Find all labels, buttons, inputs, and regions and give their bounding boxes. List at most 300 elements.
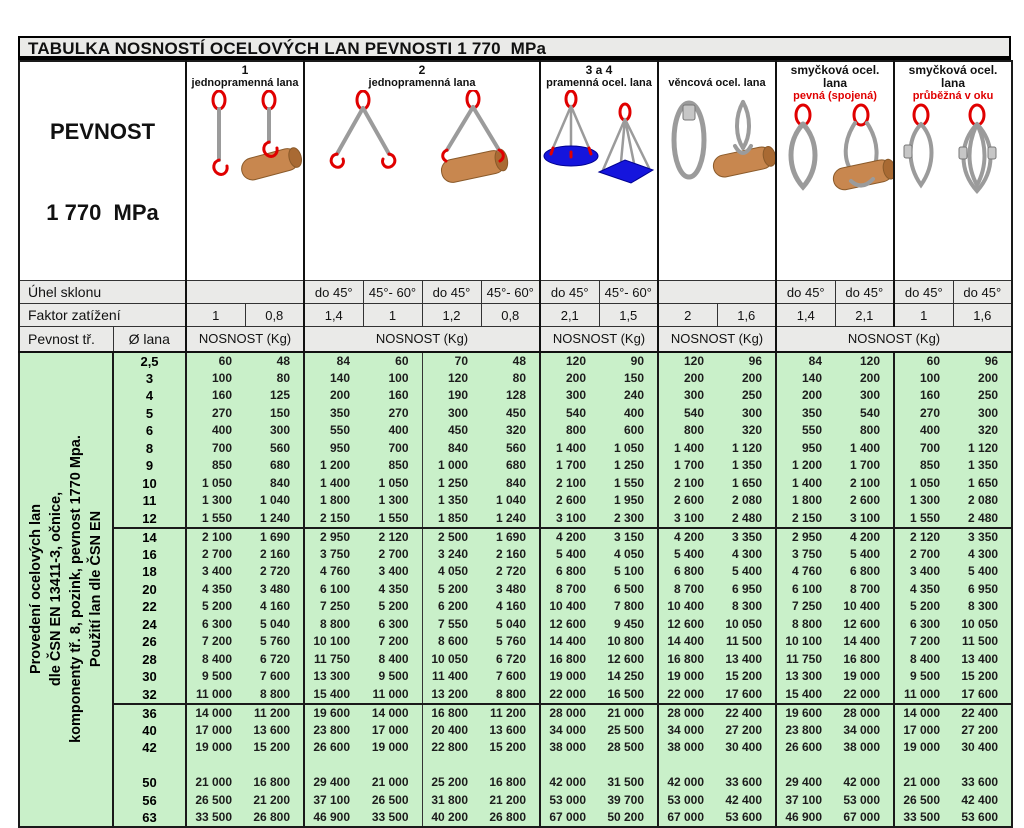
capacity-cell (304, 757, 363, 775)
group-label: jednopramenná lana (191, 77, 299, 89)
table-row (19, 722, 1012, 740)
capacity-cell: 1 550 (599, 475, 658, 493)
capacity-cell: 15 200 (245, 739, 304, 757)
capacity-cell: 11 500 (717, 633, 776, 651)
capacity-cell: 11 200 (245, 704, 304, 722)
capacity-cell: 34 000 (658, 722, 717, 740)
capacity-cell: 19 600 (304, 704, 363, 722)
capacity-cell: 300 (953, 405, 1012, 423)
capacity-cell: 17 000 (894, 722, 953, 740)
capacity-cell: 840 (245, 475, 304, 493)
capacity-cell: 2 600 (835, 492, 894, 510)
table-row (19, 475, 1012, 493)
capacity-cell: 84 (304, 352, 363, 370)
capacity-cell: 28 000 (835, 704, 894, 722)
capacity-cell: 96 (953, 352, 1012, 370)
capacity-cell: 1 120 (717, 440, 776, 458)
capacity-cell: 950 (776, 440, 835, 458)
capacity-cell: 7 200 (363, 633, 422, 651)
capacity-cell: 21 000 (599, 704, 658, 722)
factor-cell: 1 (894, 304, 953, 327)
capacity-cell: 16 800 (422, 704, 481, 722)
capacity-cell: 1 400 (540, 440, 599, 458)
capacity-cell: 30 400 (953, 739, 1012, 757)
table-row (19, 598, 1012, 616)
capacity-cell: 6 800 (835, 563, 894, 581)
strength-header-cell (19, 61, 186, 281)
capacity-cell: 1 200 (304, 457, 363, 475)
capacity-cell: 67 000 (658, 809, 717, 827)
capacity-cell (894, 757, 953, 775)
capacity-cell: 5 400 (953, 563, 1012, 581)
capacity-cell: 1 350 (953, 457, 1012, 475)
capacity-cell: 23 800 (304, 722, 363, 740)
capacity-cell: 2 100 (186, 528, 245, 546)
capacity-cell: 700 (894, 440, 953, 458)
capacity-cell: 19 000 (363, 739, 422, 757)
capacity-cell: 12 600 (599, 651, 658, 669)
group-label: jednopramenná lana (368, 77, 476, 89)
capacity-cell: 4 760 (304, 563, 363, 581)
capacity-cell: 1 350 (422, 492, 481, 510)
capacity-cell (481, 757, 540, 775)
capacity-cell: 5 200 (186, 598, 245, 616)
capacity-cell: 1 690 (245, 528, 304, 546)
diameter-cell: 9 (113, 457, 186, 475)
capacity-cell: 6 950 (717, 581, 776, 599)
table-row (19, 616, 1012, 634)
capacity-cell: 8 300 (717, 598, 776, 616)
angle-cell (658, 281, 776, 304)
capacity-cell: 11 200 (481, 704, 540, 722)
capacity-cell: 16 800 (835, 651, 894, 669)
capacity-cell: 2 120 (363, 528, 422, 546)
capacity-cell: 2 720 (245, 563, 304, 581)
capacity-cell: 10 050 (422, 651, 481, 669)
capacity-cell: 1 240 (245, 510, 304, 528)
capacity-cell: 60 (186, 352, 245, 370)
table-row (19, 633, 1012, 651)
diameter-cell: 11 (113, 492, 186, 510)
factor-cell: 2,1 (835, 304, 894, 327)
table-row (19, 422, 1012, 440)
capacity-cell: 120 (422, 370, 481, 388)
capacity-cell: 11 000 (363, 686, 422, 704)
capacity-cell: 14 400 (835, 633, 894, 651)
table-row (19, 528, 1012, 546)
table-row (19, 405, 1012, 423)
capacity-cell (776, 757, 835, 775)
capacity-cell: 3 480 (481, 581, 540, 599)
table-row (19, 792, 1012, 810)
capacity-cell: 1 400 (658, 440, 717, 458)
capacity-cell: 200 (717, 370, 776, 388)
capacity-cell: 270 (186, 405, 245, 423)
capacity-cell: 6 100 (304, 581, 363, 599)
factor-cell: 1,6 (717, 304, 776, 327)
capacity-cell: 2 300 (599, 510, 658, 528)
factor-cell: 1,5 (599, 304, 658, 327)
group-header-loop-fixed (776, 61, 894, 281)
diameter-cell: 26 (113, 633, 186, 651)
capacity-cell: 6 800 (658, 563, 717, 581)
capacity-cell: 50 200 (599, 809, 658, 827)
diameter-cell: 56 (113, 792, 186, 810)
capacity-cell: 680 (481, 457, 540, 475)
capacity-cell: 42 000 (835, 774, 894, 792)
capacity-cell: 300 (658, 387, 717, 405)
capacity-cell: 3 150 (599, 528, 658, 546)
capacity-cell: 11 000 (894, 686, 953, 704)
capacity-cell: 17 000 (363, 722, 422, 740)
capacity-cell: 34 000 (835, 722, 894, 740)
capacity-cell: 13 300 (304, 668, 363, 686)
diameter-cell (113, 757, 186, 775)
capacity-cell: 3 350 (717, 528, 776, 546)
capacity-cell: 33 500 (186, 809, 245, 827)
diameter-cell: 63 (113, 809, 186, 827)
capacity-cell: 21 200 (245, 792, 304, 810)
capacity-cell: 300 (835, 387, 894, 405)
capacity-cell: 850 (363, 457, 422, 475)
capacity-cell: 13 600 (245, 722, 304, 740)
angle-cell: do 45° (776, 281, 835, 304)
capacity-cell: 42 400 (953, 792, 1012, 810)
capacity-cell: 2 700 (363, 546, 422, 564)
capacity-cell: 2 100 (835, 475, 894, 493)
capacity-cell: 27 200 (717, 722, 776, 740)
capacity-cell: 26 500 (186, 792, 245, 810)
capacity-cell: 37 100 (776, 792, 835, 810)
capacity-cell: 600 (599, 422, 658, 440)
capacity-cell: 700 (186, 440, 245, 458)
capacity-cell: 7 550 (422, 616, 481, 634)
capacity-cell: 25 500 (599, 722, 658, 740)
capacity-cell: 200 (953, 370, 1012, 388)
capacity-cell: 16 800 (540, 651, 599, 669)
capacity-cell: 38 000 (835, 739, 894, 757)
capacity-cell: 4 350 (186, 581, 245, 599)
capacity-cell: 10 100 (776, 633, 835, 651)
capacity-cell: 1 050 (363, 475, 422, 493)
capacity-cell: 21 000 (186, 774, 245, 792)
capacity-cell: 13 600 (481, 722, 540, 740)
capacity-cell: 1 550 (363, 510, 422, 528)
capacity-cell: 42 400 (717, 792, 776, 810)
capacity-cell: 53 000 (835, 792, 894, 810)
capacity-cell: 200 (658, 370, 717, 388)
capacity-cell: 2 600 (658, 492, 717, 510)
capacity-cell: 48 (245, 352, 304, 370)
capacity-cell: 3 400 (186, 563, 245, 581)
capacity-cell: 96 (717, 352, 776, 370)
capacity-cell: 15 200 (717, 668, 776, 686)
capacity-cell: 8 700 (540, 581, 599, 599)
capacity-cell: 10 400 (658, 598, 717, 616)
capacity-cell: 5 400 (835, 546, 894, 564)
capacity-cell: 550 (776, 422, 835, 440)
capacity-cell: 320 (953, 422, 1012, 440)
capacity-cell: 1 040 (481, 492, 540, 510)
capacity-cell: 19 000 (658, 668, 717, 686)
capacity-cell: 5 200 (422, 581, 481, 599)
capacity-cell: 22 000 (540, 686, 599, 704)
capacity-cell: 19 600 (776, 704, 835, 722)
capacity-cell: 6 300 (894, 616, 953, 634)
capacity-cell: 17 000 (186, 722, 245, 740)
capacity-cell: 25 200 (422, 774, 481, 792)
diameter-cell: 10 (113, 475, 186, 493)
capacity-cell (835, 757, 894, 775)
diameter-cell: 42 (113, 739, 186, 757)
factor-cell: 2,1 (540, 304, 599, 327)
capacity-cell: 350 (304, 405, 363, 423)
capacity-cell: 15 200 (481, 739, 540, 757)
capacity-cell: 31 500 (599, 774, 658, 792)
factor-row (19, 304, 1012, 327)
capacity-cell: 14 000 (363, 704, 422, 722)
capacity-cell: 7 200 (186, 633, 245, 651)
capacity-cell: 1 550 (894, 510, 953, 528)
capacity-cell: 5 400 (540, 546, 599, 564)
diameter-cell: 6 (113, 422, 186, 440)
capacity-cell: 8 700 (658, 581, 717, 599)
capacity-cell: 26 800 (481, 809, 540, 827)
strength-value: 1 770 MPa (46, 200, 159, 225)
capacity-header-cell: NOSNOST (Kg) (658, 327, 776, 352)
capacity-cell: 48 (481, 352, 540, 370)
capacity-cell: 6 200 (422, 598, 481, 616)
capacity-cell (363, 757, 422, 775)
group-label: pramenná ocel. lana (546, 77, 652, 89)
capacity-cell: 26 800 (245, 809, 304, 827)
capacity-cell: 2 120 (894, 528, 953, 546)
table-row (19, 510, 1012, 528)
capacity-cell: 22 800 (422, 739, 481, 757)
factor-cell: 1 (363, 304, 422, 327)
capacity-cell: 70 (422, 352, 481, 370)
angle-cell (186, 281, 304, 304)
capacity-cell: 12 600 (540, 616, 599, 634)
capacity-cell: 11 400 (422, 668, 481, 686)
capacity-cell: 800 (540, 422, 599, 440)
capacity-cell: 1 300 (186, 492, 245, 510)
capacity-cell: 4 760 (776, 563, 835, 581)
capacity-cell: 4 350 (363, 581, 422, 599)
capacity-cell: 42 000 (658, 774, 717, 792)
capacity-cell: 100 (894, 370, 953, 388)
factor-cell: 1,2 (422, 304, 481, 327)
capacity-cell: 160 (186, 387, 245, 405)
capacity-cell: 1 950 (599, 492, 658, 510)
capacity-cell: 22 400 (717, 704, 776, 722)
capacity-cell: 5 760 (245, 633, 304, 651)
capacity-cell: 400 (363, 422, 422, 440)
capacity-cell: 840 (422, 440, 481, 458)
diameter-cell: 32 (113, 686, 186, 704)
capacity-cell: 1 040 (245, 492, 304, 510)
capacity-cell: 10 400 (540, 598, 599, 616)
table-row (19, 581, 1012, 599)
capacity-cell: 90 (599, 352, 658, 370)
capacity-cell: 3 350 (953, 528, 1012, 546)
capacity-cell: 8 800 (245, 686, 304, 704)
group-number: 2 (418, 63, 426, 77)
angle-cell: 45°- 60° (363, 281, 422, 304)
capacity-cell: 7 600 (481, 668, 540, 686)
capacity-cell: 560 (481, 440, 540, 458)
capacity-cell: 2 950 (304, 528, 363, 546)
diameter-cell: 40 (113, 722, 186, 740)
capacity-cell: 2 600 (540, 492, 599, 510)
table-row (19, 668, 1012, 686)
capacity-cell: 10 050 (717, 616, 776, 634)
capacity-cell: 250 (953, 387, 1012, 405)
group-sublabel: pevná (spojená) (793, 90, 877, 102)
capacity-cell: 21 200 (481, 792, 540, 810)
two-leg-sling-illustration (305, 90, 539, 184)
capacity-cell: 4 300 (717, 546, 776, 564)
capacity-cell: 1 050 (186, 475, 245, 493)
capacity-cell: 200 (540, 370, 599, 388)
capacity-cell: 6 100 (776, 581, 835, 599)
capacity-cell: 150 (599, 370, 658, 388)
capacity-cell: 3 240 (422, 546, 481, 564)
capacity-cell: 5 400 (717, 563, 776, 581)
capacity-cell: 6 300 (363, 616, 422, 634)
capacity-cell: 1 650 (953, 475, 1012, 493)
capacity-cell: 1 250 (599, 457, 658, 475)
capacity-cell: 16 800 (245, 774, 304, 792)
capacity-table-sheet (18, 36, 1011, 828)
capacity-cell: 8 800 (304, 616, 363, 634)
capacity-cell: 250 (717, 387, 776, 405)
capacity-cell: 10 050 (953, 616, 1012, 634)
capacity-cell: 13 300 (776, 668, 835, 686)
capacity-cell: 2 700 (186, 546, 245, 564)
capacity-cell: 19 000 (186, 739, 245, 757)
capacity-cell: 9 500 (186, 668, 245, 686)
capacity-cell: 84 (776, 352, 835, 370)
capacity-cell (717, 757, 776, 775)
capacity-cell: 450 (481, 405, 540, 423)
capacity-cell: 19 000 (894, 739, 953, 757)
capacity-cell: 700 (363, 440, 422, 458)
capacity-cell: 26 500 (363, 792, 422, 810)
angle-cell: 45°- 60° (599, 281, 658, 304)
capacity-cell: 120 (835, 352, 894, 370)
capacity-cell: 26 600 (304, 739, 363, 757)
angle-row-label: Úhel sklonu (19, 281, 186, 304)
factor-cell: 1,6 (953, 304, 1012, 327)
capacity-cell: 1 300 (363, 492, 422, 510)
factor-cell: 0,8 (481, 304, 540, 327)
table-row (19, 546, 1012, 564)
table-row (19, 563, 1012, 581)
capacity-cell: 13 400 (717, 651, 776, 669)
capacity-cell: 31 800 (422, 792, 481, 810)
capacity-cell: 26 500 (894, 792, 953, 810)
group-header-single-leg (186, 61, 304, 281)
capacity-cell: 2 150 (304, 510, 363, 528)
capacity-data-body (19, 352, 1012, 828)
capacity-cell: 5 760 (481, 633, 540, 651)
capacity-cell (245, 757, 304, 775)
diameter-cell: 3 (113, 370, 186, 388)
capacity-cell: 4 300 (953, 546, 1012, 564)
capacity-cell: 1 700 (540, 457, 599, 475)
capacity-cell: 14 000 (186, 704, 245, 722)
capacity-cell: 8 800 (776, 616, 835, 634)
capacity-cell: 200 (835, 370, 894, 388)
table-row (19, 387, 1012, 405)
capacity-cell: 37 100 (304, 792, 363, 810)
capacity-cell: 5 100 (599, 563, 658, 581)
capacity-cell (953, 757, 1012, 775)
capacity-cell: 17 600 (953, 686, 1012, 704)
capacity-cell: 128 (481, 387, 540, 405)
table-row (19, 739, 1012, 757)
capacity-cell: 800 (835, 422, 894, 440)
capacity-cell: 2 950 (776, 528, 835, 546)
capacity-cell: 3 750 (304, 546, 363, 564)
capacity-header-cell: NOSNOST (Kg) (776, 327, 1012, 352)
capacity-cell: 100 (186, 370, 245, 388)
capacity-cell: 6 800 (540, 563, 599, 581)
capacity-cell: 7 250 (304, 598, 363, 616)
capacity-cell: 8 400 (894, 651, 953, 669)
capacity-cell: 850 (186, 457, 245, 475)
capacity-cell: 160 (894, 387, 953, 405)
diameter-cell: 28 (113, 651, 186, 669)
capacity-cell: 550 (304, 422, 363, 440)
diameter-cell: 18 (113, 563, 186, 581)
table-row (19, 440, 1012, 458)
capacity-cell: 2 100 (658, 475, 717, 493)
capacity-cell: 2 080 (953, 492, 1012, 510)
capacity-cell: 21 000 (894, 774, 953, 792)
capacity-cell: 38 000 (540, 739, 599, 757)
capacity-cell: 1 850 (422, 510, 481, 528)
group-number: 3 a 4 (585, 63, 613, 77)
angle-row (19, 281, 1012, 304)
capacity-cell: 4 160 (481, 598, 540, 616)
capacity-cell: 270 (894, 405, 953, 423)
capacity-cell: 5 400 (658, 546, 717, 564)
capacity-cell: 19 000 (540, 668, 599, 686)
capacity-cell: 1 200 (776, 457, 835, 475)
capacity-cell: 60 (363, 352, 422, 370)
capacity-cell: 28 000 (658, 704, 717, 722)
capacity-cell: 67 000 (540, 809, 599, 827)
angle-cell: do 45° (304, 281, 363, 304)
capacity-cell: 53 000 (540, 792, 599, 810)
table-row (19, 457, 1012, 475)
endless-rope-illustration (659, 90, 775, 184)
capacity-cell: 14 400 (658, 633, 717, 651)
capacity-cell: 33 500 (363, 809, 422, 827)
capacity-cell: 1 700 (835, 457, 894, 475)
capacity-cell: 7 600 (245, 668, 304, 686)
capacity-cell: 320 (717, 422, 776, 440)
capacity-cell: 40 200 (422, 809, 481, 827)
capacity-cell: 8 700 (835, 581, 894, 599)
capacity-cell: 140 (304, 370, 363, 388)
capacity-cell: 400 (599, 405, 658, 423)
group-header-three-four-leg (540, 61, 658, 281)
diameter-cell: 8 (113, 440, 186, 458)
angle-cell: do 45° (835, 281, 894, 304)
